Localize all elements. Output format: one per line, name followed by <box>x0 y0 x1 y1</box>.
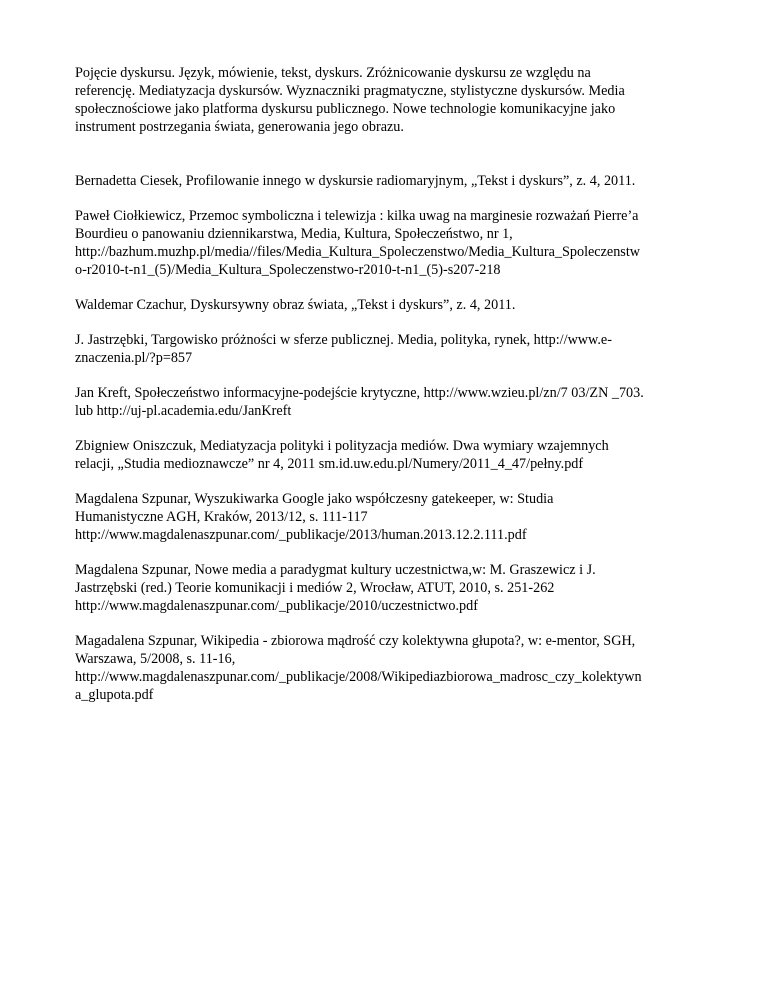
reference-jastrzebki: J. Jastrzębki, Targowisko próżności w sferze publicznej. Media, polityka, rynek, http://www.e- znaczenia.pl/?p=857 <box>75 332 612 366</box>
document-body <box>75 64 715 721</box>
reference-szpunar-nowe-media: Magdalena Szpunar, Nowe media a paradygmat kultury uczestnictwa,w: M. Graszewicz i J. Jastrzębski (red.) Teorie komunikacji i mediów 2, Wrocław, ATUT, 2010, s. 251-262 http://www.magdalenaszpunar.com/_publikacje/2010/uczestnictwo.pdf <box>75 562 596 614</box>
reference-ciesek: Bernadetta Ciesek, Profilowanie innego w dyskursie radiomaryjnym, „Tekst i dyskurs”, z. 4, 2011. <box>75 173 636 189</box>
reference-czachur: Waldemar Czachur, Dyskursywny obraz świata, „Tekst i dyskurs”, z. 4, 2011. <box>75 297 516 313</box>
reference-kreft: Jan Kreft, Społeczeństwo informacyjne-podejście krytyczne, http://www.wzieu.pl/zn/7 03/ZN _703. lub http://uj-pl.academia.edu/JanKreft <box>75 385 644 419</box>
reference-oniszczuk: Zbigniew Oniszczuk, Mediatyzacja polityki i polityzacja mediów. Dwa wymiary wzajemnych relacji, „Studia medioznawcze” nr 4, 2011 sm.id.uw.edu.pl/Numery/2011_4_47/pełny.pdf <box>75 438 609 472</box>
reference-szpunar-google: Magdalena Szpunar, Wyszukiwarka Google jako współczesny gatekeeper, w: Studia Humanistyczne AGH, Kraków, 2013/12, s. 111-117 http://www.magdalenaszpunar.com/_publikacje/2013/human.2013.12.2.111.pdf <box>75 491 554 543</box>
topic-paragraph: Pojęcie dyskursu. Język, mówienie, tekst, dyskurs. Zróżnicowanie dyskursu ze względu na referencję. Mediatyzacja dyskursów. Wyznaczniki pragmatyczne, stylistyczne dyskursów. Media społecznościowe jako platforma dyskursu publicznego. Nowe technologie komunikacyjne jako instrument postrzegania świata, generowania jego obrazu. <box>75 65 625 135</box>
reference-szpunar-wikipedia: Magadalena Szpunar, Wikipedia - zbiorowa mądrość czy kolektywna głupota?, w: e-mentor, SGH, Warszawa, 5/2008, s. 11-16, http://www.magdalenaszpunar.com/_publikacje/2008/Wikipediazbiorowa_madrosc_czy_kolektywn a_glupota.pdf <box>75 633 642 703</box>
reference-ciolkiewicz: Paweł Ciołkiewicz, Przemoc symboliczna i telewizja : kilka uwag na marginesie rozważań Pierre’a Bourdieu o panowaniu dziennikarstwa, Media, Kultura, Społeczeństwo, nr 1, http://bazhum.muzhp.pl/media//files/Media_Kultura_Spoleczenstwo/Media_Kultura_Spoleczenstw o-r2010-t-n1_(5)/Media_Kultura_Spoleczenstwo-r2010-t-n1_(5)-s207-218 <box>75 208 641 278</box>
